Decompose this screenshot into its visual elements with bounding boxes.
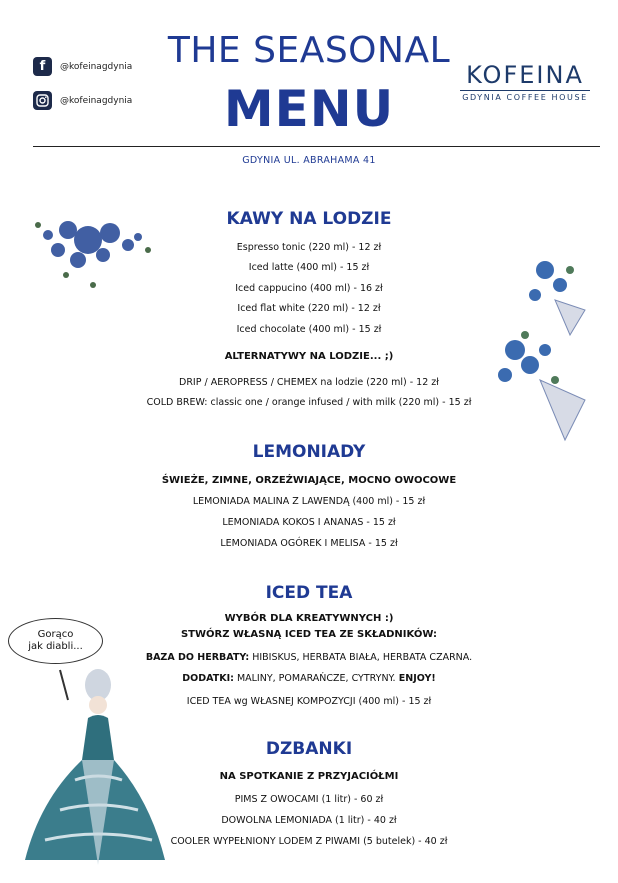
menu-item: LEMONIADA OGÓREK I MELISA - 15 zł <box>220 538 398 549</box>
menu-item: COOLER WYPEŁNIONY LODEM Z PIWAMI (5 butelek) - 40 zł <box>170 836 448 847</box>
baza-value: HIBISKUS, HERBATA BIAŁA, HERBATA CZARNA. <box>249 652 473 663</box>
section-title-lemoniady: LEMONIADY <box>252 442 366 462</box>
menu-item: PIMS Z OWOCAMI (1 litr) - 60 zł <box>234 794 384 805</box>
menu-item: DRIP / AEROPRESS / CHEMEX na lodzie (220 ml) - 12 zł <box>179 377 439 388</box>
bubble-line2: jak diabli... <box>28 641 83 652</box>
baza-label: BAZA DO HERBATY: <box>145 652 250 663</box>
speech-bubble <box>8 618 103 664</box>
facebook-handle: @kofeinagdynia <box>60 61 133 72</box>
logo-word: KOFEINA <box>466 61 584 89</box>
dodatki-value: MALINY, POMARAŃCZE, CYTRYNY. <box>233 673 396 684</box>
menu-item: Iced flat white (220 ml) - 12 zł <box>237 303 381 314</box>
section-title-icedtea: ICED TEA <box>265 583 353 603</box>
section-subtitle-lemoniady: ŚWIEŻE, ZIMNE, ORZEŹWIAJĄCE, MOCNO OWOCOWE <box>161 475 457 486</box>
menu-item: LEMONIADA MALINA Z LAWENDĄ (400 ml) - 15 zł <box>192 496 426 507</box>
menu-item: LEMONIADA KOKOS I ANANAS - 15 zł <box>222 517 396 528</box>
page-title-main: MENU <box>223 80 395 138</box>
section-title-kawy: KAWY NA LODZIE <box>226 209 392 229</box>
kofeina-logo <box>460 62 590 102</box>
instagram-handle: @kofeinagdynia <box>60 95 133 106</box>
subsection-title-alternatywy: ALTERNATYWY NA LODZIE... ;) <box>224 351 394 362</box>
menu-item: Iced chocolate (400 ml) - 15 zł <box>236 324 382 335</box>
menu-item: DOWOLNA LEMONIADA (1 litr) - 40 zł <box>221 815 397 826</box>
address: GDYNIA UL. ABRAHAMA 41 <box>242 155 376 166</box>
header-divider <box>33 146 600 147</box>
icedtea-line1: WYBÓR DLA KREATYWNYCH :) <box>224 613 394 624</box>
bubble-line1: Gorąco <box>37 629 74 640</box>
dodatki-label: DODATKI: <box>182 673 234 684</box>
menu-item: Iced cappucino (400 ml) - 16 zł <box>235 283 383 294</box>
menu-item: Espresso tonic (220 ml) - 12 zł <box>236 242 382 253</box>
section-subtitle-dzbanki: NA SPOTKANIE Z PRZYJACIÓŁMI <box>219 771 399 782</box>
facebook-icon: f <box>33 57 52 76</box>
icedtea-line2: STWÓRZ WŁASNĄ ICED TEA ZE SKŁADNIKÓW: <box>180 629 438 640</box>
section-title-dzbanki: DZBANKI <box>265 739 353 759</box>
logo-subtitle: GDYNIA COFFEE HOUSE <box>460 90 590 102</box>
enjoy-text: ENJOY! <box>395 673 436 684</box>
menu-item: COLD BREW: classic one / orange infused / with milk (220 ml) - 15 zł <box>146 397 472 408</box>
menu-item: Iced latte (400 ml) - 15 zł <box>248 262 370 273</box>
page-title-top: THE SEASONAL <box>167 30 451 71</box>
menu-item: ICED TEA wg WŁASNEJ KOMPOZYCJI (400 ml) - 15 zł <box>186 696 432 707</box>
